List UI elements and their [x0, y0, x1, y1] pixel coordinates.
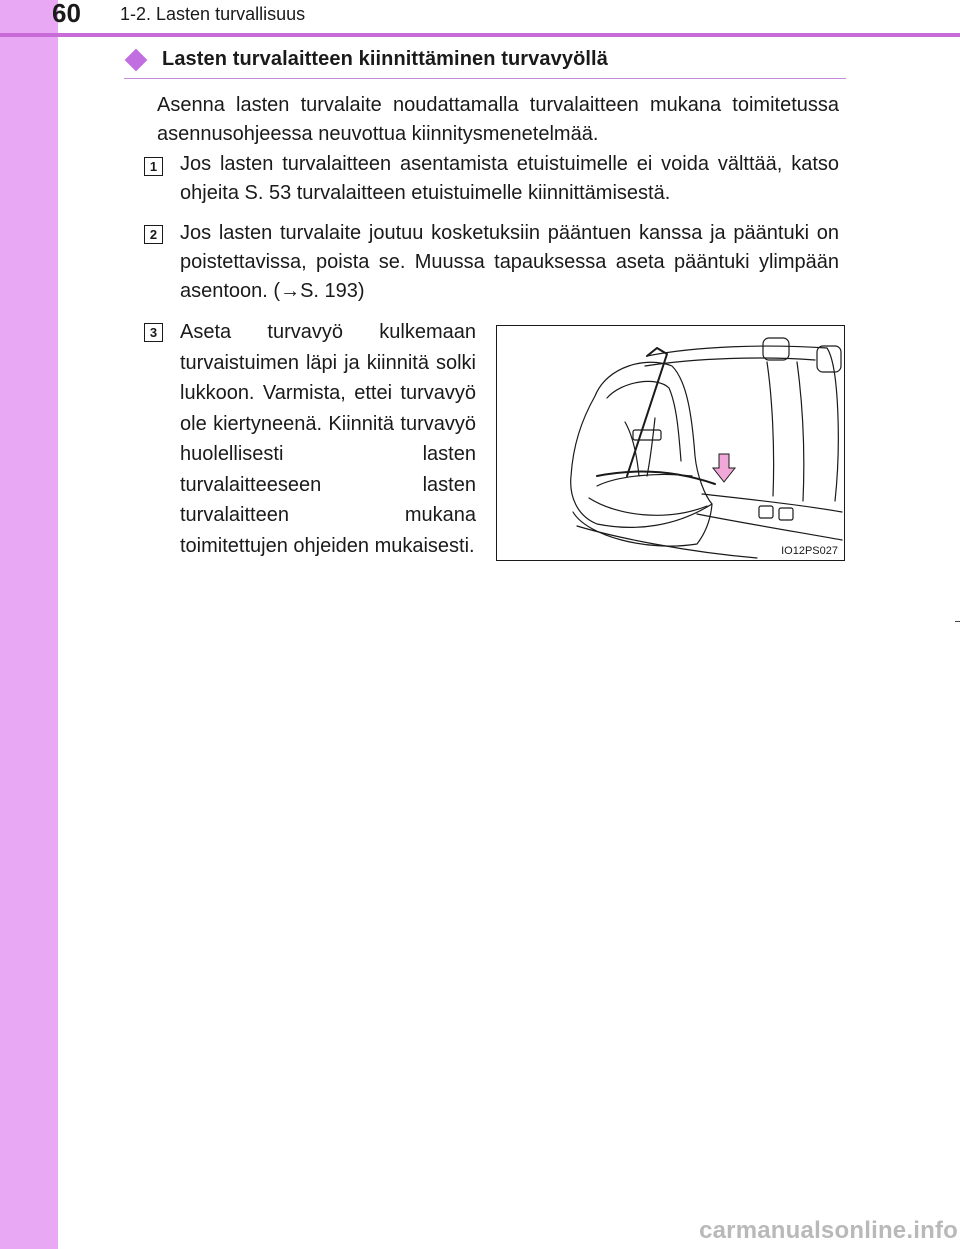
page-sidebar-band: [0, 0, 58, 1249]
watermark: carmanualsonline.info: [699, 1217, 958, 1244]
section-heading: [124, 48, 608, 71]
step-number-badge: 1: [144, 157, 163, 176]
step-number-badge: 2: [144, 225, 163, 244]
header-rule: [0, 33, 960, 37]
section-title: Lasten turvalaitteen kiinnittäminen turvavyöllä: [162, 48, 608, 70]
child-seat-drawing: [497, 326, 844, 560]
figure-code: IO12PS027: [781, 545, 838, 557]
section-rule: [124, 78, 846, 79]
step-text: Jos lasten turvalaitteen asentamista etuistuimelle ei voida välttää, katso ohjeita S. 53 turvalaitteen etuistuimelle kiinnittämisestä.: [180, 153, 839, 204]
push-arrow-icon: [713, 454, 735, 482]
child-seat-illustration: [496, 325, 845, 561]
intro-paragraph: Asenna lasten turvalaite noudattamalla turvalaitteen mukana toimitetussa asennusohjeessa neuvottua kiinnitysmenetelmää.: [157, 94, 839, 145]
step-number-badge: 3: [144, 323, 163, 342]
running-head: 1-2. Lasten turvallisuus: [120, 4, 306, 24]
margin-tick: [955, 621, 960, 622]
step-text: Jos lasten turvalaite joutuu kosketuksiin pääntuen kanssa ja pääntuki on poistettavissa, poista se. Muussa tapauksessa aseta pääntuki ylimpään asentoon. (→S. 193): [180, 222, 839, 302]
diamond-bullet-icon: [125, 48, 148, 71]
page-number: 60: [52, 0, 81, 28]
header-sidebar-cap: [0, 0, 58, 34]
step-text: Aseta turvavyö kulkemaan turvaistuimen läpi ja kiinnitä solki lukkoon. Varmista, ettei turvavyö ole kiertyneenä. Kiinnitä turvavyö huolellisesti lasten turvalaitteeseen lasten turvalaitteen mukana toimitettujen ohjeiden mukaisesti.: [180, 321, 476, 557]
